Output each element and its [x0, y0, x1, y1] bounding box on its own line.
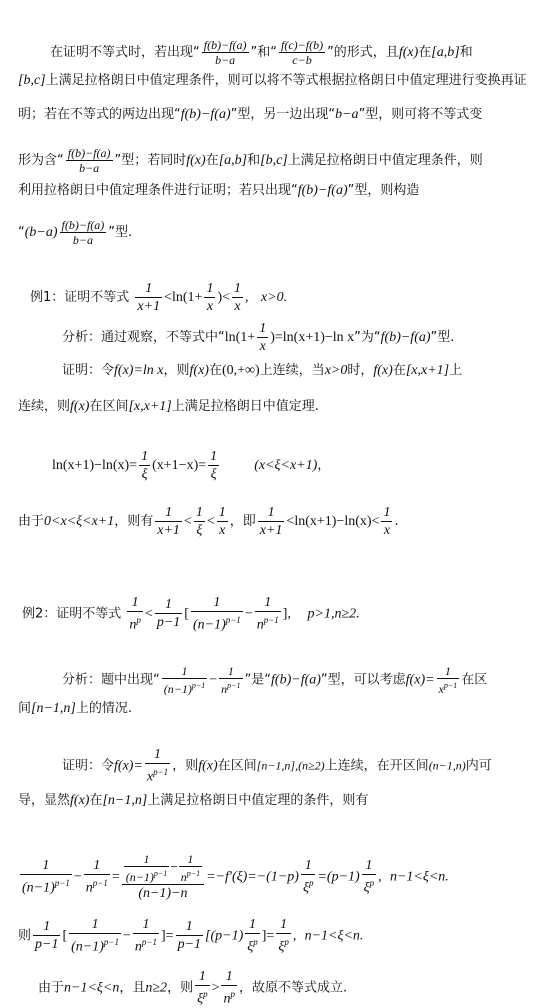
- ex2-proof-line-1: 证明：令f(x)= $\frac{1}{x^{p-1}}$ ，则f(x)在区间[n−1,n],(n≥2)上连续，在开区间(n−1,n)内可: [62, 747, 492, 785]
- ex2-eq2-frac-1: $\frac{1}{p-1}$: [35, 919, 59, 953]
- ex1-statement: 例1：证明不等式 $\frac{1}{x+1}$ <ln(1+ $\frac{1}{x}$ )< $\frac{1}{x}$ , x>0.: [30, 281, 288, 314]
- ex1-fin-frac-5: $\frac{1}{x}$: [383, 505, 391, 538]
- ex2-eq1-bigfrac: $\frac{1}{(n-1)^{p-1}}$ − $\frac{1}{n^{p-1}}$ (n−1)−n: [122, 852, 204, 902]
- ex1-frac-1: $\frac{1}{x+1}$: [137, 281, 161, 314]
- ex1-proof-line-2: 连续，则f(x)在区间[x,x+1]上满足拉格朗日中值定理.: [18, 399, 319, 414]
- ex2-frac-4: $\frac{1}{n^{p-1}}$: [256, 595, 279, 633]
- ex2-label: 例2：证明不等式: [22, 606, 122, 622]
- ex2-frac-3: $\frac{1}{(n-1)^{p-1}}$: [192, 595, 241, 633]
- ex1-fin-frac-2: $\frac{1}{\xi}$: [195, 505, 203, 538]
- intro-line-4: 形为含“ $\frac{f(b)-f(a)}{b-a}$ ”型；若同时f(x)在[a,b]和[b,c]上满足拉格朗日中值定理条件，则: [18, 146, 483, 175]
- ex1-equation: ln(x+1)−ln(x)= $\frac{1}{\xi}$ (x+1−x)= $\frac{1}{\xi}$ (x<ξ<x+1)，: [52, 449, 331, 482]
- ex2-fin-frac-2: $\frac{1}{n^p}$: [223, 969, 235, 1007]
- ex2-fin-frac-1: $\frac{1}{\xi^p}$: [197, 969, 208, 1007]
- ex2-ana-frac-3: $\frac{1}{x^{p-1}}$: [438, 664, 458, 696]
- ex2-proof-line-2: 导，显然f(x)在[n−1,n]上满足拉格朗日中值定理的条件，则有: [18, 793, 369, 808]
- fraction-intro-2: $\frac{f(b)-f(a)}{b-a}$: [67, 146, 111, 175]
- ex2-pf-frac: $\frac{1}{x^{p-1}}$: [146, 747, 169, 785]
- ex2-frac-2: $\frac{1}{p-1}$: [156, 597, 181, 631]
- ex2-equation-2: 则 $\frac{1}{p-1}$ [ $\frac{1}{(n-1)^{p-1}}$ − $\frac{1}{n^{p-1}}$ ]= $\frac{1}{p-1}$ [(p−1) $\frac{1}{\xi^p}$ ]= $\frac{1}{\xi^p}$ , n−1<ξ<n.: [18, 917, 364, 955]
- ex1-fin-frac-4: $\frac{1}{x+1}$: [259, 505, 283, 538]
- fraction-fb-fa-over-b-a: $\frac{f(b)-f(a)}{b-a}$: [203, 38, 247, 67]
- ex2-analysis-line-2: 间[n−1,n]上的情况.: [18, 701, 132, 716]
- intro-line-3: 明；若在不等式的两边出现“f(b)−f(a)”型，另一边出现“b−a”型，则可将不等式变: [18, 107, 483, 122]
- ex1-fin-frac-1: $\frac{1}{x+1}$: [157, 505, 180, 538]
- intro-line-5: 利用拉格朗日中值定理条件进行证明；若只出现“f(b)−f(a)”型，则构造: [18, 183, 420, 198]
- ex2-eq1-frac-1: $\frac{1}{(n-1)^{p-1}}$: [22, 858, 70, 896]
- ex2-ana-frac-1: $\frac{1}{(n-1)^{p-1}}$: [163, 664, 206, 696]
- ex2-eq2-frac-3: $\frac{1}{n^{p-1}}$: [134, 917, 157, 955]
- ex1-fin-frac-3: $\frac{1}{x}$: [218, 505, 226, 538]
- ex2-eq1-frac-3: $\frac{1}{\xi^p}$: [302, 858, 314, 896]
- ex1-eq-frac-1: $\frac{1}{\xi}$: [141, 449, 149, 482]
- fraction-intro-3: $\frac{f(b)-f(a)}{b-a}$: [61, 218, 105, 247]
- ex2-frac-1: $\frac{1}{n^p}$: [129, 595, 141, 633]
- ex1-conclusion: 由于0<x<ξ<x+1，则有 $\frac{1}{x+1}$ < $\frac{1}{\xi}$ < $\frac{1}{x}$ ，即 $\frac{1}{x+1}$ <ln(x+1)−ln(x)< $\frac{1}{x}$ .: [18, 505, 399, 538]
- fraction-fc-fb-over-c-b: $\frac{f(c)-f(b)}{c-b}$: [280, 38, 324, 67]
- ex1-analysis: 分析：通过观察，不等式中“ln(1+ $\frac{1}{x}$ )=ln(x+1)−ln x”为“f(b)−f(a)”型.: [62, 321, 455, 354]
- ex1-frac-2: $\frac{1}{x}$: [206, 281, 214, 314]
- ex1-eq-frac-2: $\frac{1}{\xi}$: [210, 449, 218, 482]
- ex2-eq2-frac-2: $\frac{1}{(n-1)^{p-1}}$: [71, 917, 119, 955]
- ex2-equation-1: $\frac{1}{(n-1)^{p-1}}$ − $\frac{1}{n^{p-1}}$ = $\frac{1}{(n-1)^{p-1}}$ − $\frac{1}{n^{p-1}}$ (n−1)−n =−f′(ξ)=−(1−p) $\frac{1}{\xi^p}$ =(p−1) $\frac{1}{\xi^p}$ , n−1<ξ<n.: [22, 852, 449, 901]
- ex2-conclusion: 由于n−1<ξ<n，且n≥2，则 $\frac{1}{\xi^p}$ > $\frac{1}{n^p}$ ，故原不等式成立.: [38, 969, 348, 1007]
- intro-line-2: [b,c]上满足拉格朗日中值定理条件，则可以将不等式根据拉格朗日中值定理进行变换再证: [18, 73, 527, 88]
- ex2-eq2-frac-4: $\frac{1}{p-1}$: [177, 919, 202, 953]
- intro-line-6: “(b−a) $\frac{f(b)-f(a)}{b-a}$ ”型.: [18, 218, 133, 247]
- ex2-eq2-frac-6: $\frac{1}{\xi^p}$: [278, 917, 289, 955]
- ex1-proof-line-1: 证明：令f(x)=ln x，则f(x)在(0,+∞)上连续，当x>0时，f(x)在[x,x+1]上: [62, 363, 463, 378]
- ex2-eq1-frac-2: $\frac{1}{n^{p-1}}$: [85, 858, 108, 896]
- ex1-label: 例1：证明不等式: [30, 290, 130, 305]
- ex1-ana-frac: $\frac{1}{x}$: [259, 321, 267, 354]
- ex2-ana-frac-2: $\frac{1}{n^{p-1}}$: [221, 664, 241, 696]
- ex2-statement: 例2：证明不等式 $\frac{1}{n^p}$ < $\frac{1}{p-1}$ [ $\frac{1}{(n-1)^{p-1}}$ − $\frac{1}{n^{p-1}}$ ], p>1,n≥2.: [22, 595, 360, 633]
- ex2-analysis: 分析：题中出现“ $\frac{1}{(n-1)^{p-1}}$ − $\frac{1}{n^{p-1}}$ ”是“f(b)−f(a)”型，可以考虑f(x)= $\frac{1}{x^{p-1}}$ 在区: [62, 664, 488, 696]
- intro-line-1: 在证明不等式时，若出现“ $\frac{f(b)-f(a)}{b-a}$ ”和“ $\frac{f(c)-f(b)}{c-b}$ ”的形式，且f(x)在[a,b]和: [50, 38, 473, 67]
- ex1-frac-3: $\frac{1}{x}$: [234, 281, 241, 314]
- ex2-eq2-frac-5: $\frac{1}{\xi^p}$: [247, 917, 258, 955]
- ex2-eq1-frac-4: $\frac{1}{\xi^p}$: [363, 858, 375, 896]
